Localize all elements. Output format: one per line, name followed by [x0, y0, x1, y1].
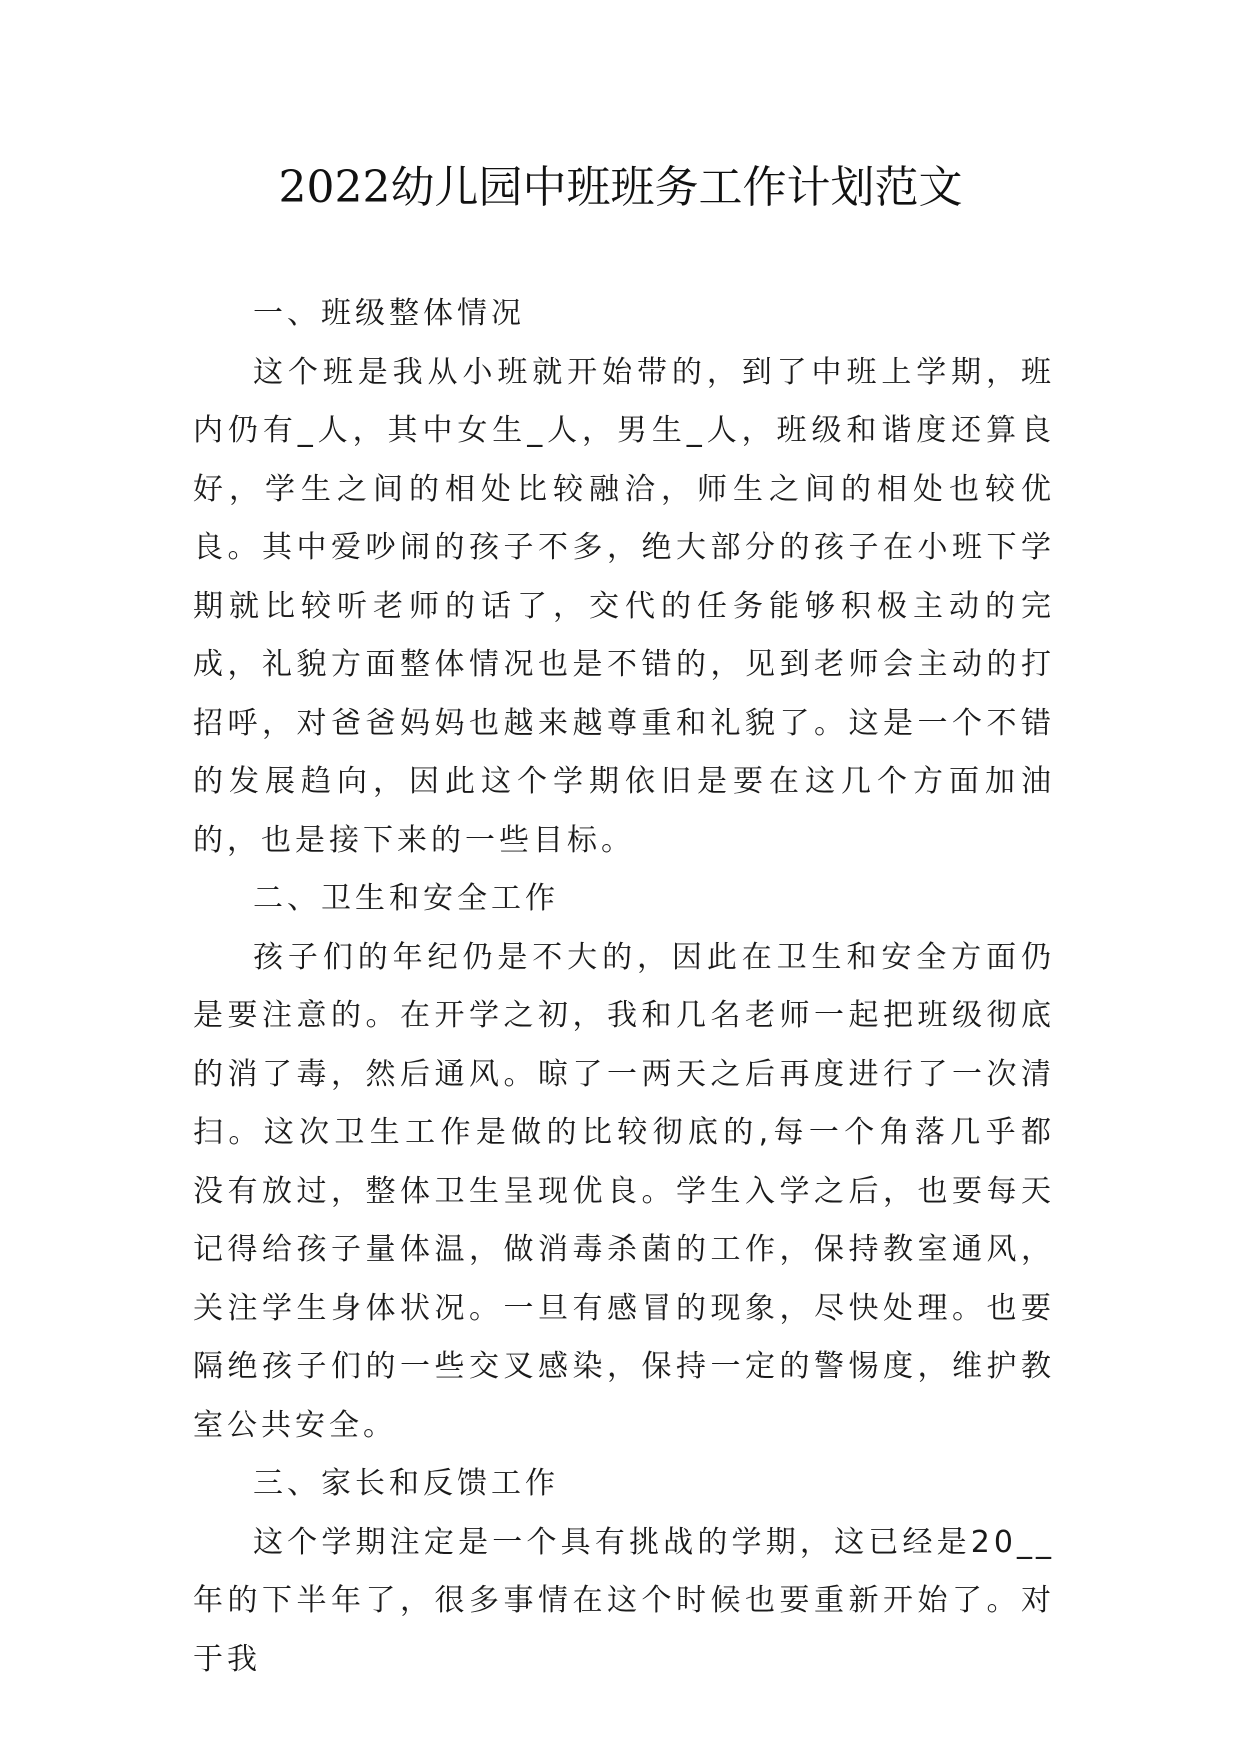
section-heading-1: 一、班级整体情况	[253, 296, 525, 331]
section-heading-3: 三、家长和反馈工作	[253, 1466, 559, 1501]
paragraph-hygiene-safety: 孩子们的年纪仍是不大的，因此在卫生和安全方面仍是要注意的。在开学之初，我和几名老师一起把班级彻底的消了毒，然后通风。晾了一两天之后再度进行了一次清扫。这次卫生工作是做的比较彻底的,每一个角落几乎都没有放过，整体卫生呈现优良。学生入学之后，也要每天记得给孩子量体温，做消毒杀菌的工作，保持教室通风，关注学生身体状况。一旦有感冒的现象，尽快处理。也要隔绝孩子们的一些交叉感染，保持一定的警惕度，维护教室公共安全。	[193, 939, 1055, 1443]
document-body	[193, 285, 1055, 1689]
paragraph-class-overview: 这个班是我从小班就开始带的，到了中班上学期，班内仍有_人，其中女生_人，男生_人，班级和谐度还算良好，学生之间的相处比较融洽，师生之间的相处也较优良。其中爱吵闹的孩子不多，绝大部分的孩子在小班下学期就比较听老师的话了，交代的任务能够积极主动的完成，礼貌方面整体情况也是不错的，见到老师会主动的打招呼，对爸爸妈妈也越来越尊重和礼貌了。这是一个不错的发展趋向，因此这个学期依旧是要在这几个方面加油的，也是接下来的一些目标。	[193, 354, 1055, 858]
paragraph-parents-feedback: 这个学期注定是一个具有挑战的学期，这已经是20__年的下半年了，很多事情在这个时候也要重新开始了。对于我	[193, 1524, 1055, 1677]
document-title: 2022幼儿园中班班务工作计划范文	[278, 162, 963, 213]
section-heading-2: 二、卫生和安全工作	[253, 881, 559, 916]
